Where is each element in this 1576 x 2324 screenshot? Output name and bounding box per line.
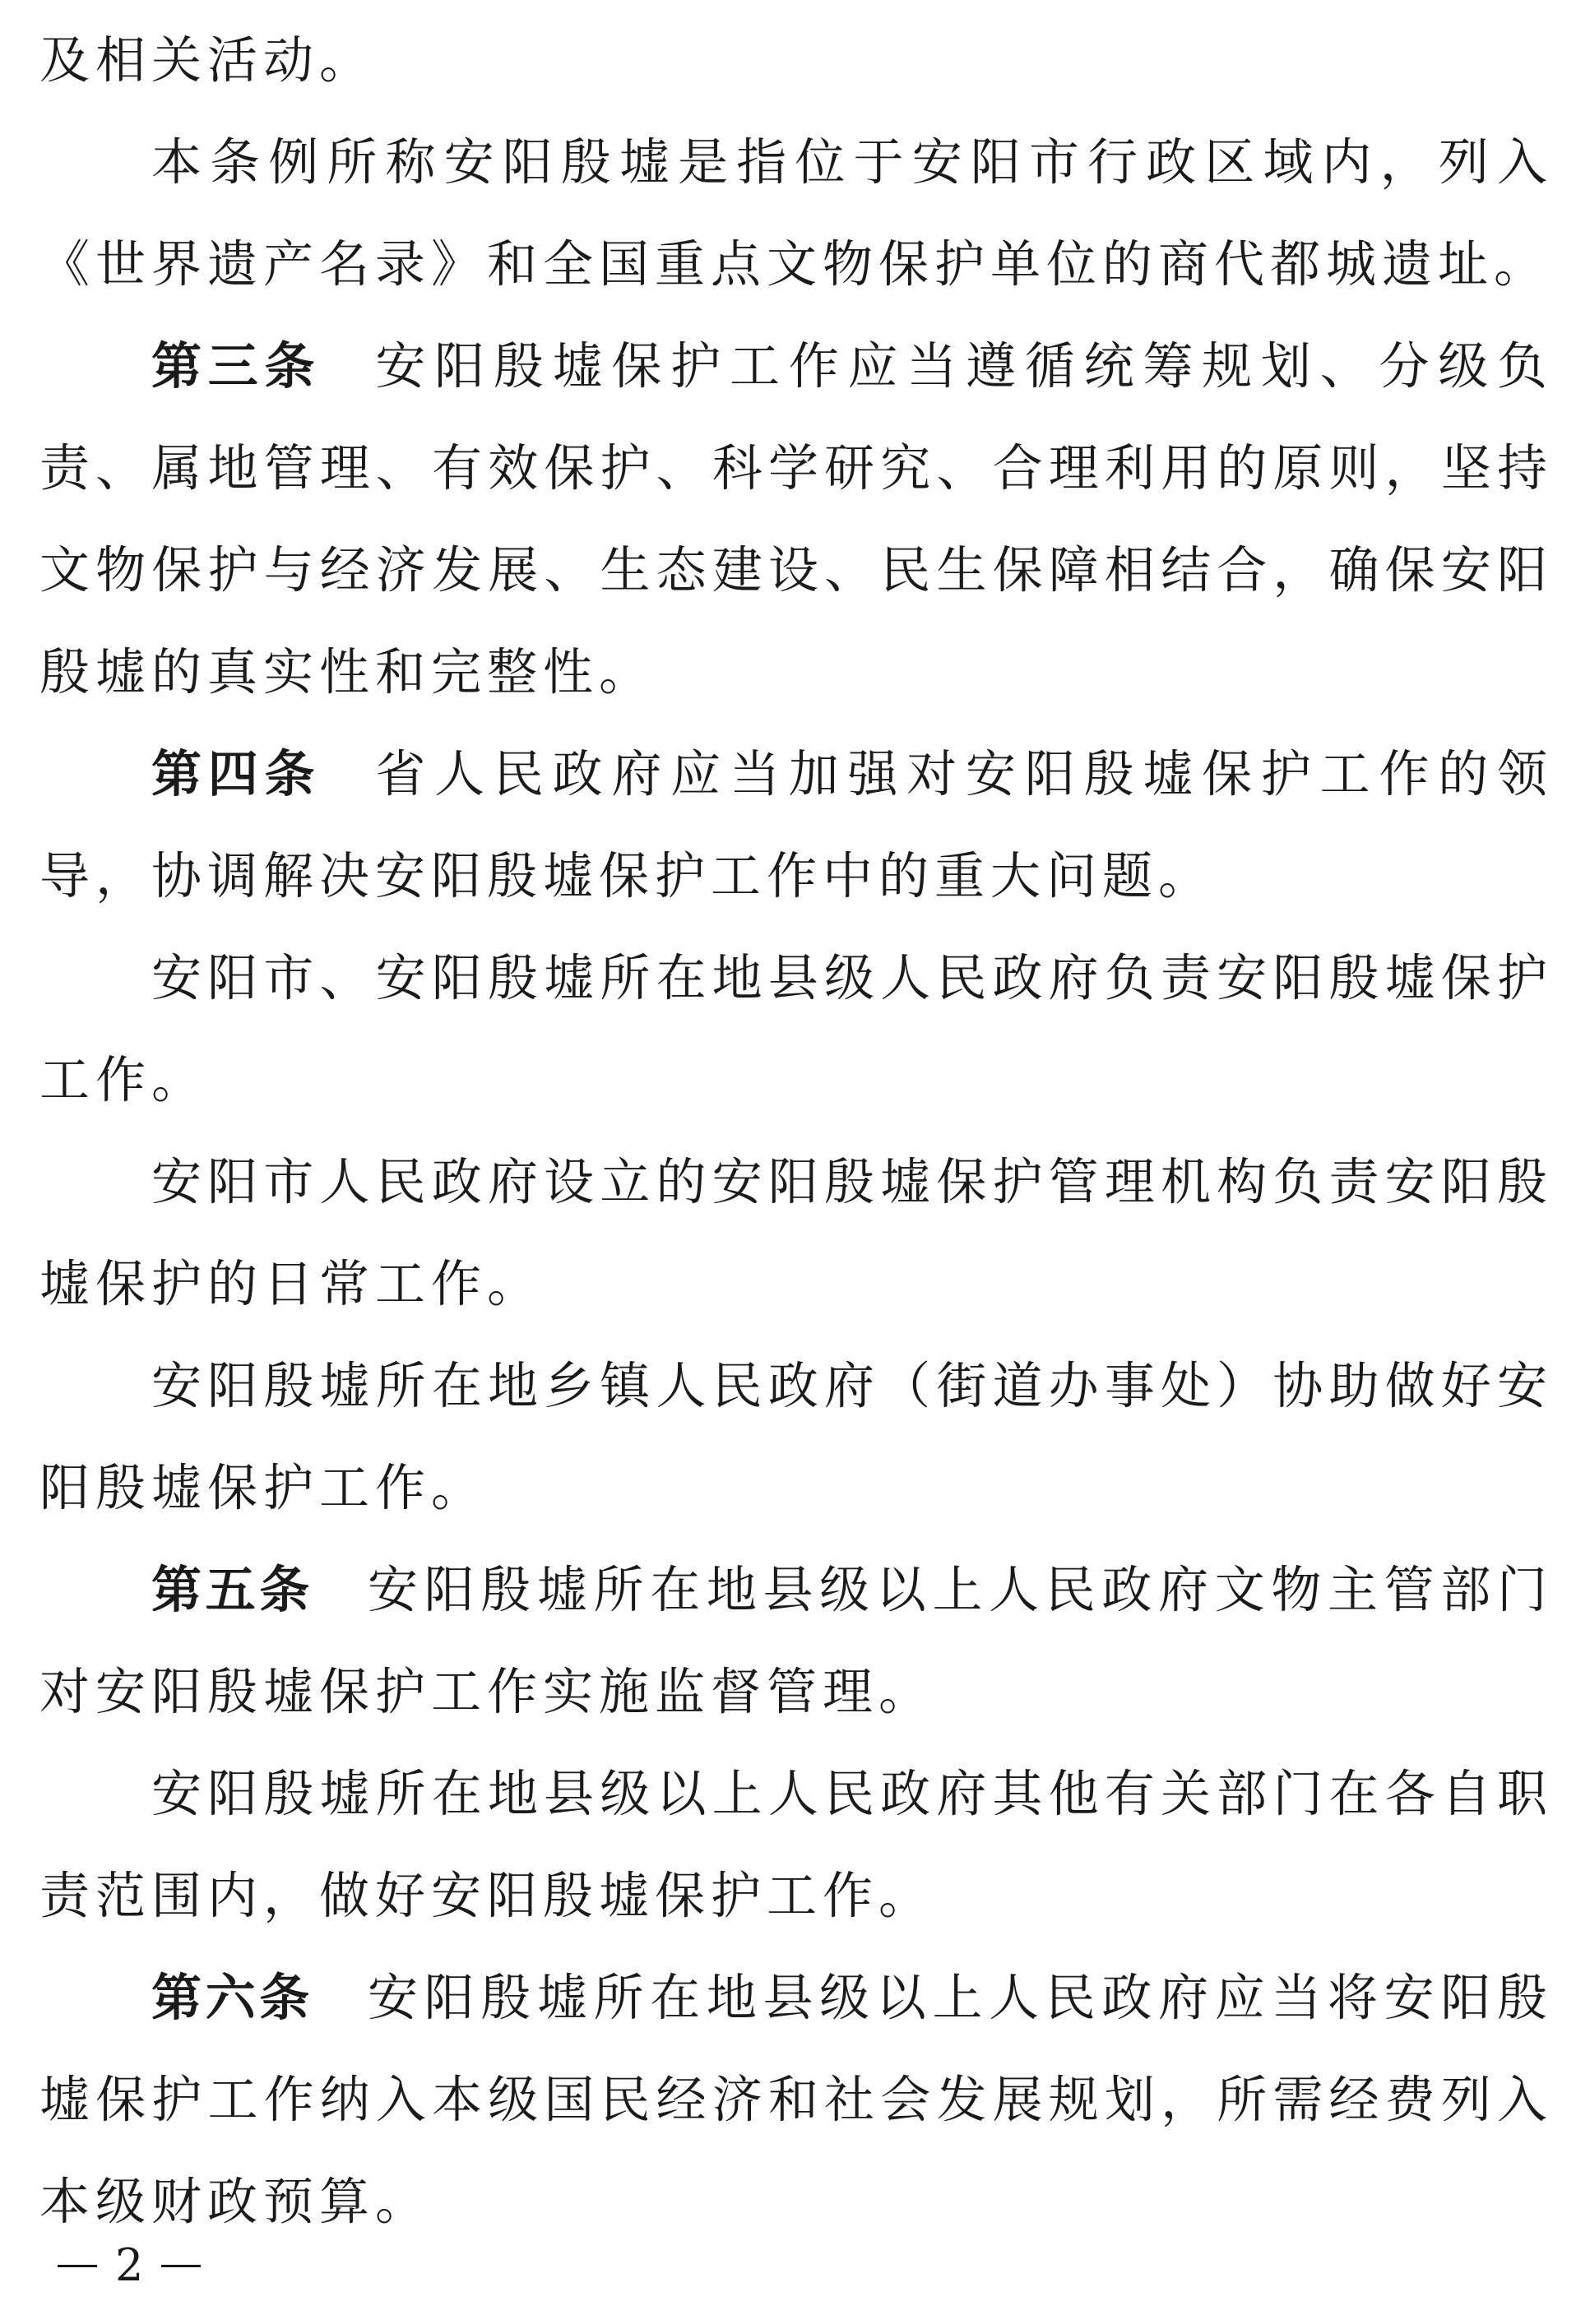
article-3 xyxy=(39,316,1553,724)
paragraph-text: 安阳殷墟所在地县级以上人民政府文物主管部门对安阳殷墟保护工作实施监督管理。 xyxy=(39,1561,1553,1721)
article-4 xyxy=(39,724,1553,928)
paragraph-text: 安阳殷墟保护工作应当遵循统筹规划、分级负责、属地管理、有效保护、科学研究、合理利用的原则，坚持文物保护与经济发展、生态建设、民生保障相结合，确保安阳殷墟的真实性和完整性。 xyxy=(39,337,1553,701)
article-5 xyxy=(39,1539,1553,1743)
page-number: 2 xyxy=(115,2239,144,2291)
paragraph xyxy=(39,1132,1553,1336)
article-6 xyxy=(39,1947,1553,2253)
paragraph-text: 省人民政府应当加强对安阳殷墟保护工作的领导，协调解决安阳殷墟保护工作中的重大问题。 xyxy=(39,745,1553,905)
article-label: 第五条 xyxy=(151,1561,313,1619)
paragraph-continuation xyxy=(39,10,1553,112)
paragraph-text: 本条例所称安阳殷墟是指位于安阳市行政区域内，列入《世界遗产名录》和全国重点文物保护单位的商代都城遗址。 xyxy=(39,133,1553,294)
paragraph-text: 安阳殷墟所在地乡镇人民政府（街道办事处）协助做好安阳殷墟保护工作。 xyxy=(39,1357,1553,1517)
paragraph-text: 安阳市、安阳殷墟所在地县级人民政府负责安阳殷墟保护工作。 xyxy=(39,949,1553,1109)
paragraph-text: 安阳殷墟所在地县级以上人民政府应当将安阳殷墟保护工作纳入本级国民经济和社会发展规划，所需经费列入本级财政预算。 xyxy=(39,1969,1553,2231)
page-footer xyxy=(58,2237,201,2294)
paragraph-text: 及相关活动。 xyxy=(39,31,376,90)
article-label: 第六条 xyxy=(151,1969,313,2027)
paragraph xyxy=(39,1336,1553,1539)
article-label: 第四条 xyxy=(151,745,322,803)
footer-dash-left xyxy=(58,2265,97,2267)
footer-dash-right xyxy=(161,2265,201,2267)
paragraph xyxy=(39,1743,1553,1947)
document-body xyxy=(39,10,1553,2253)
paragraph-text: 安阳殷墟所在地县级以上人民政府其他有关部门在各自职责范围内，做好安阳殷墟保护工作。 xyxy=(39,1765,1553,1925)
paragraph xyxy=(39,112,1553,316)
paragraph-text: 安阳市人民政府设立的安阳殷墟保护管理机构负责安阳殷墟保护的日常工作。 xyxy=(39,1153,1553,1313)
paragraph xyxy=(39,928,1553,1132)
article-label: 第三条 xyxy=(151,337,322,396)
